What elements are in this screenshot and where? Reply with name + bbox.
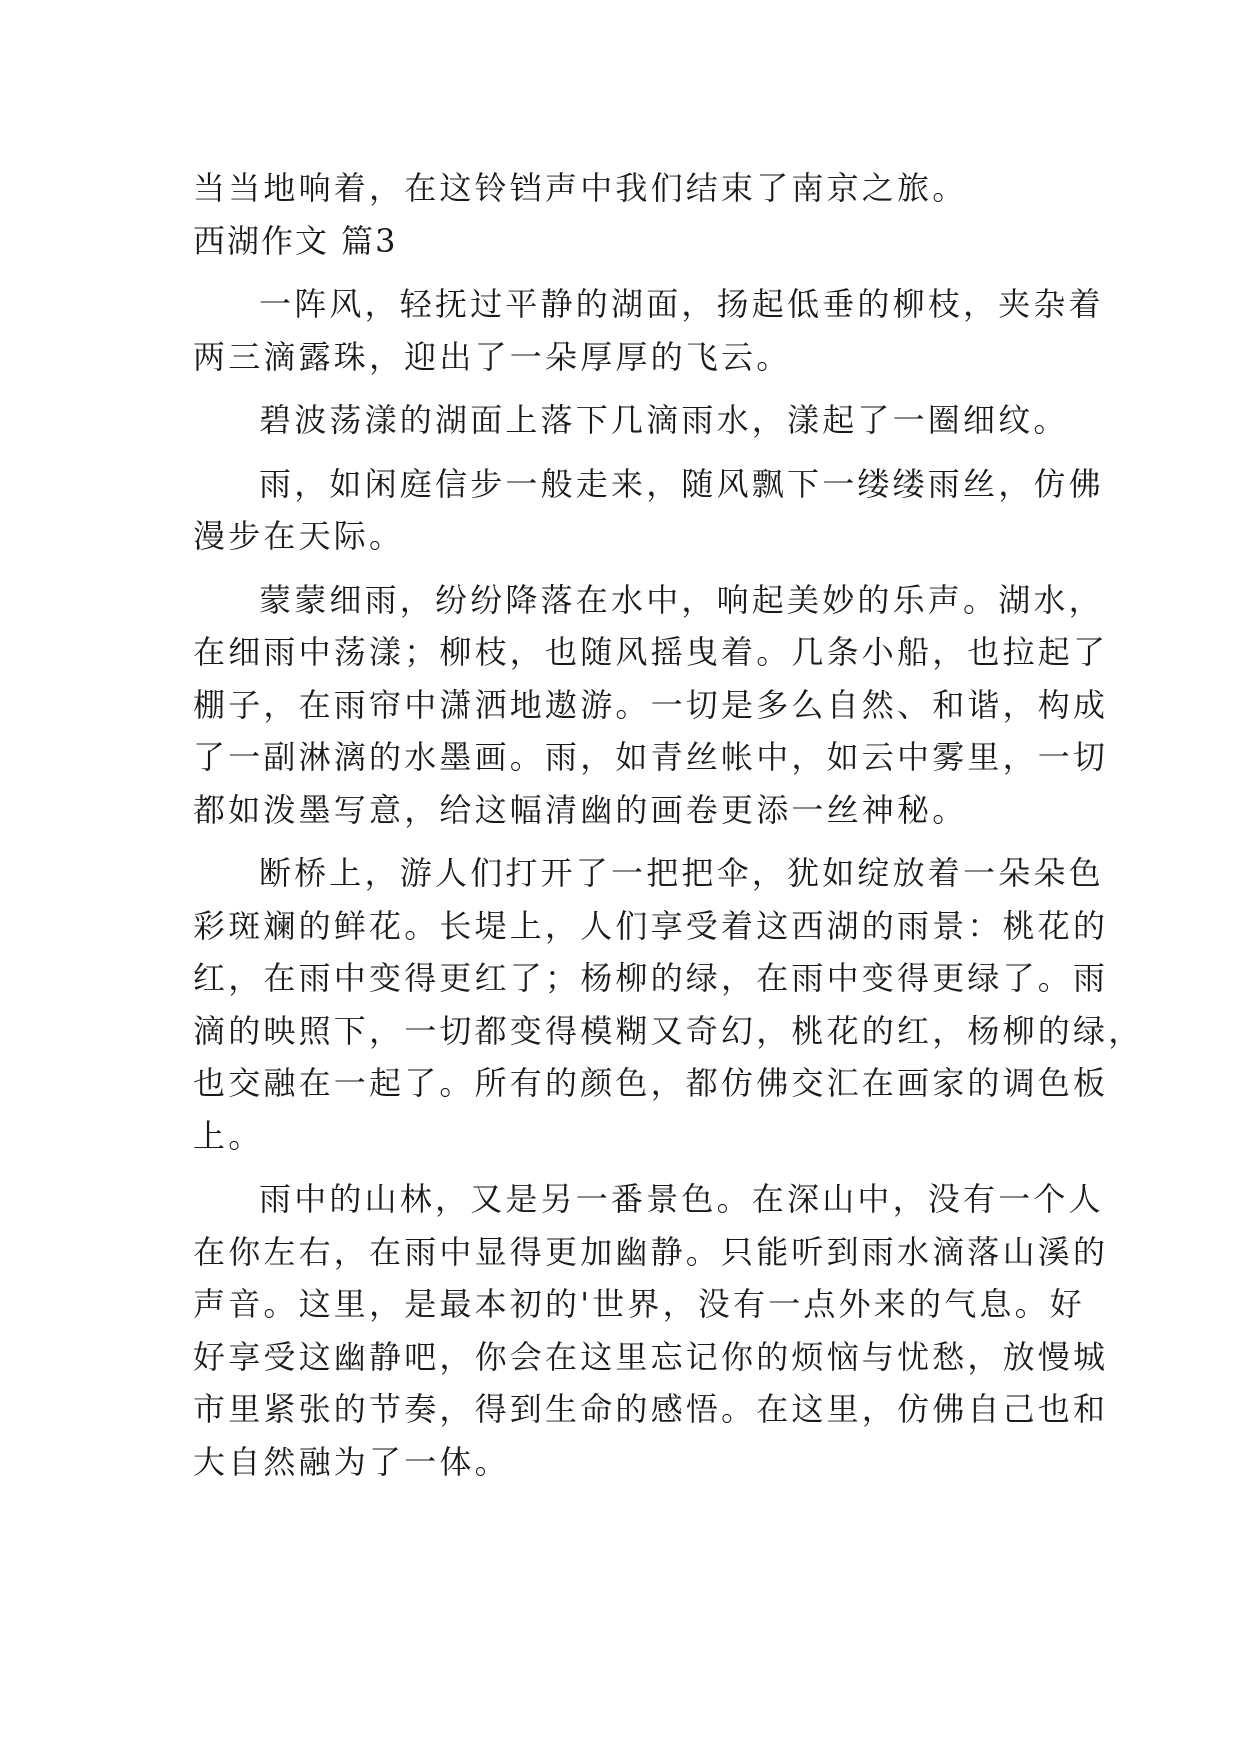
paragraph-line: 雨中的山林，又是另一番景色。在深山中，没有一个人 bbox=[259, 1180, 1104, 1218]
paragraph-line: 在你左右，在雨中显得更加幽静。只能听到雨水滴落山溪的 bbox=[193, 1232, 1109, 1271]
paragraph-line: 蒙蒙细雨，纷纷降落在水中，响起美妙的乐声。湖水， bbox=[259, 580, 1104, 619]
paragraph-line: 雨，如闲庭信步一般走来，随风飘下一缕缕雨丝，仿佛 bbox=[259, 464, 1104, 503]
paragraph-line: 了一副淋漓的水墨画。雨，如青丝帐中，如云中雾里，一切 bbox=[193, 738, 1109, 776]
paragraph-4 bbox=[193, 574, 1109, 837]
paragraph-2 bbox=[193, 394, 1069, 447]
paragraph-line: 大自然融为了一体。 bbox=[193, 1442, 510, 1481]
paragraph-line: 声音。这里，是最本初的'世界，没有一点外来的气息。好 bbox=[193, 1285, 1085, 1323]
paragraph-line: 滴的映照下，一切都变得模糊又奇幻，桃花的红，杨柳的绿， bbox=[193, 1011, 1144, 1050]
paragraph-1 bbox=[193, 278, 1104, 383]
paragraph-line: 在细雨中荡漾；柳枝，也随风摇曳着。几条小船，也拉起了 bbox=[193, 633, 1109, 671]
paragraph-5 bbox=[193, 847, 1144, 1162]
paragraph-line: 碧波荡漾的湖面上落下几滴雨水，漾起了一圈细纹。 bbox=[259, 401, 1069, 439]
paragraph-line: 都如泼墨写意，给这幅清幽的画卷更添一丝神秘。 bbox=[193, 790, 968, 829]
paragraph-line: 棚子，在雨帘中潇洒地遨游。一切是多么自然、和谐，构成 bbox=[193, 685, 1109, 724]
paragraph-line: 一阵风，轻抚过平静的湖面，扬起低垂的柳枝，夹杂着 bbox=[259, 285, 1104, 323]
paragraph-line: 也交融在一起了。所有的颜色，都仿佛交汇在画家的调色板 bbox=[193, 1064, 1109, 1102]
paragraph-line: 彩斑斓的鲜花。长堤上，人们享受着这西湖的雨景：桃花的 bbox=[193, 906, 1109, 945]
paragraph-line: 市里紧张的节奏，得到生命的感悟。在这里，仿佛自己也和 bbox=[193, 1390, 1109, 1428]
lead-line: 当当地响着，在这铃铛声中我们结束了南京之旅。 bbox=[193, 169, 968, 207]
document-body bbox=[193, 162, 1144, 1488]
section-heading: 西湖作文 篇3 bbox=[193, 221, 398, 260]
paragraph-line: 断桥上，游人们打开了一把把伞，犹如绽放着一朵朵色 bbox=[259, 854, 1104, 892]
paragraph-line: 红，在雨中变得更红了；杨柳的绿，在雨中变得更绿了。雨 bbox=[193, 959, 1109, 997]
paragraph-line: 好享受这幽静吧，你会在这里忘记你的烦恼与忧愁，放慢城 bbox=[193, 1337, 1109, 1376]
paragraph-line: 上。 bbox=[193, 1116, 264, 1155]
paragraph-line: 两三滴露珠，迎出了一朵厚厚的飞云。 bbox=[193, 337, 792, 376]
paragraph-6 bbox=[193, 1173, 1109, 1488]
paragraph-line: 漫步在天际。 bbox=[193, 517, 405, 555]
paragraph-3 bbox=[193, 458, 1104, 563]
